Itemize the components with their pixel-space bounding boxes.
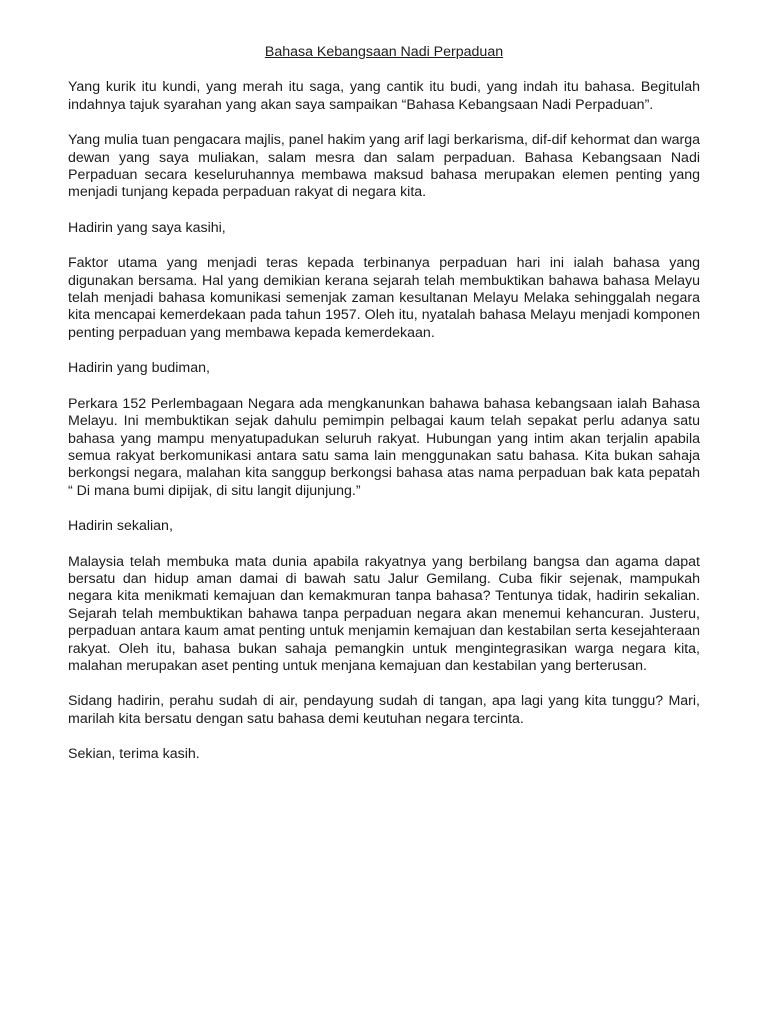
paragraph-opening: Yang kurik itu kundi, yang merah itu saga, yang cantik itu budi, yang indah itu bahasa. Begitulah indahnya tajuk syarahan yang akan saya sampaikan “Bahasa Kebangsaan Nadi Perpaduan”. bbox=[68, 79, 700, 113]
paragraph-sidang-hadirin: Sidang hadirin, perahu sudah di air, pendayung sudah di tangan, apa lagi yang kita tunggu? Mari, marilah kita bersatu dengan satu bahasa demi keutuhan negara tercinta. bbox=[68, 693, 700, 727]
salutation-budiman: Hadirin yang budiman, bbox=[68, 360, 210, 377]
document-title: Bahasa Kebangsaan Nadi Perpaduan bbox=[264, 44, 504, 60]
paragraph-perkara-152: Perkara 152 Perlembagaan Negara ada mengkanunkan bahawa bahasa kebangsaan ialah Bahasa Melayu. Ini membuktikan sejak dahulu pemimpin pelbagai kaum telah sepakat perlu adanya satu bahasa yang mampu menyatupadukan seluruh rakyat. Hubungan yang intim akan terjalin apabila semua rakyat berkomunikasi antara satu sama lain menggunakan satu bahasa. Kita bukan sahaja berkongsi negara, malahan kita sanggup berkongsi bahasa atas nama perpaduan bak kata pepatah “ Di mana bumi dipijak, di situ langit dijunjung.” bbox=[68, 395, 700, 499]
paragraph-closing: Sekian, terima kasih. bbox=[68, 746, 200, 763]
salutation-kasihi: Hadirin yang saya kasihi, bbox=[68, 219, 226, 236]
document-page bbox=[68, 44, 700, 782]
paragraph-faktor-utama: Faktor utama yang menjadi teras kepada terbinanya perpaduan hari ini ialah bahasa yang digunakan bersama. Hal yang demikian kerana sejarah telah membuktikan bahawa bahasa Melayu telah menjadi bahasa komunikasi semenjak zaman kesultanan Melayu Melaka sehinggalah negara kita mencapai kemerdekaan pada tahun 1957. Oleh itu, nyatalah bahasa Melayu menjadi komponen penting perpaduan yang membawa kepada kemerdekaan. bbox=[68, 255, 700, 341]
paragraph-greeting: Yang mulia tuan pengacara majlis, panel hakim yang arif lagi berkarisma, dif-dif kehormat dan warga dewan yang saya muliakan, salam mesra dan salam perpaduan. Bahasa Kebangsaan Nadi Perpaduan secara keseluruhannya membawa maksud bahasa merupakan elemen penting yang menjadi tunjang kepada perpaduan rakyat di negara kita. bbox=[68, 132, 700, 201]
salutation-sekalian: Hadirin sekalian, bbox=[68, 518, 173, 535]
paragraph-malaysia: Malaysia telah membuka mata dunia apabila rakyatnya yang berbilang bangsa dan agama dapat bersatu dan hidup aman damai di bawah satu Jalur Gemilang. Cuba fikir sejenak, mampukah negara kita menikmati kemajuan dan kemakmuran tanpa bahasa? Tentunya tidak, hadirin sekalian. Sejarah telah membuktikan bahawa tanpa perpaduan negara akan menemui kehancuran. Justeru, perpaduan antara kaum amat penting untuk menjamin kemajuan dan kestabilan serta kesejahteraan rakyat. Oleh itu, bahasa bukan sahaja pemangkin untuk mengintegrasikan warga negara kita, malahan merupakan aset penting untuk menjana kemajuan dan kestabilan yang berterusan. bbox=[68, 553, 700, 674]
